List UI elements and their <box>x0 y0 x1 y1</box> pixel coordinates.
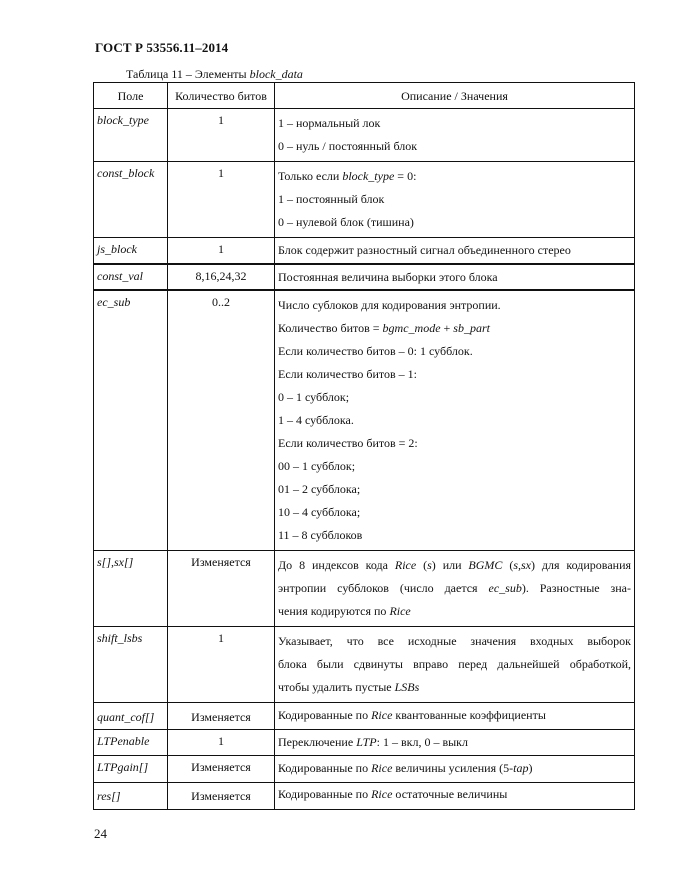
bits-cell: Изменяется <box>168 550 275 626</box>
table-row <box>94 702 635 729</box>
bits-cell: 1 <box>168 626 275 702</box>
page-number: 24 <box>94 826 107 841</box>
document-header: ГОСТ Р 53556.11–2014 <box>95 40 229 55</box>
field-cell: quant_cof[] <box>94 702 168 729</box>
description-cell: 1 – нормальный лок 0 – нуль / постоянный блок <box>275 109 635 162</box>
bits-cell: Изменяется <box>168 755 275 782</box>
table-row <box>94 290 635 551</box>
bits-cell: Изменяется <box>168 782 275 809</box>
table-row <box>94 238 635 264</box>
description-cell: До 8 индексов кода Rice (s) или BGMC (s,sx) для кодирования энтропии субблоков (число дается ec_sub). Разностные зна- чения кодируются по Rice <box>275 550 635 626</box>
description-cell: Переключение LTP: 1 – вкл, 0 – выкл <box>275 729 635 755</box>
table-row <box>94 729 635 755</box>
bits-cell: 1 <box>168 729 275 755</box>
field-cell: LTPenable <box>94 729 168 755</box>
description-cell: Кодированные по Rice величины усиления (5-tap) <box>275 755 635 782</box>
field-cell: ec_sub <box>94 290 168 551</box>
table-row <box>94 550 635 626</box>
description-cell: Кодированные по Rice остаточные величины <box>275 782 635 809</box>
column-header-field: Поле <box>94 83 168 109</box>
bits-cell: Изменяется <box>168 702 275 729</box>
bits-cell: 0..2 <box>168 290 275 551</box>
table-row <box>94 264 635 290</box>
field-cell: s[],sx[] <box>94 550 168 626</box>
description-cell: Только если block_type = 0: 1 – постоянный блок 0 – нулевой блок (тишина) <box>275 162 635 238</box>
description-cell: Блок содержит разностный сигнал объединенного стерео <box>275 238 635 264</box>
block-data-table <box>93 82 635 810</box>
bits-cell: 1 <box>168 109 275 162</box>
bits-cell: 1 <box>168 238 275 264</box>
table-header-row <box>94 83 635 109</box>
field-cell: res[] <box>94 782 168 809</box>
table-row <box>94 162 635 238</box>
description-cell: Число сублоков для кодирования энтропии. Количество битов = bgmc_mode + sb_part Если количество битов – 0: 1 субблок. Если количество битов – 1: 0 – 1 субблок; 1 – 4 субблока. Если количество битов = 2: 00 – 1 субблок; 01 – 2 субблока; 10 – 4 субблока; 11 – 8 субблоков <box>275 290 635 551</box>
table-row <box>94 626 635 702</box>
table-row <box>94 109 635 162</box>
field-cell: block_type <box>94 109 168 162</box>
bits-cell: 1 <box>168 162 275 238</box>
field-cell: LTPgain[] <box>94 755 168 782</box>
field-cell: const_block <box>94 162 168 238</box>
description-cell: Постоянная величина выборки этого блока <box>275 264 635 290</box>
field-cell: const_val <box>94 264 168 290</box>
table-caption: Таблица 11 – Элементы block_data <box>126 67 303 81</box>
description-cell: Указывает, что все исходные значения входных выборок блока были сдвинуты вправо перед дальнейшей обработкой, чтобы удалить пустые LSBs <box>275 626 635 702</box>
table-row <box>94 755 635 782</box>
column-header-bits: Количество битов <box>168 83 275 109</box>
description-cell: Кодированные по Rice квантованные коэффициенты <box>275 702 635 729</box>
field-cell: js_block <box>94 238 168 264</box>
bits-cell: 8,16,24,32 <box>168 264 275 290</box>
table-row <box>94 782 635 809</box>
column-header-description: Описание / Значения <box>275 83 635 109</box>
field-cell: shift_lsbs <box>94 626 168 702</box>
